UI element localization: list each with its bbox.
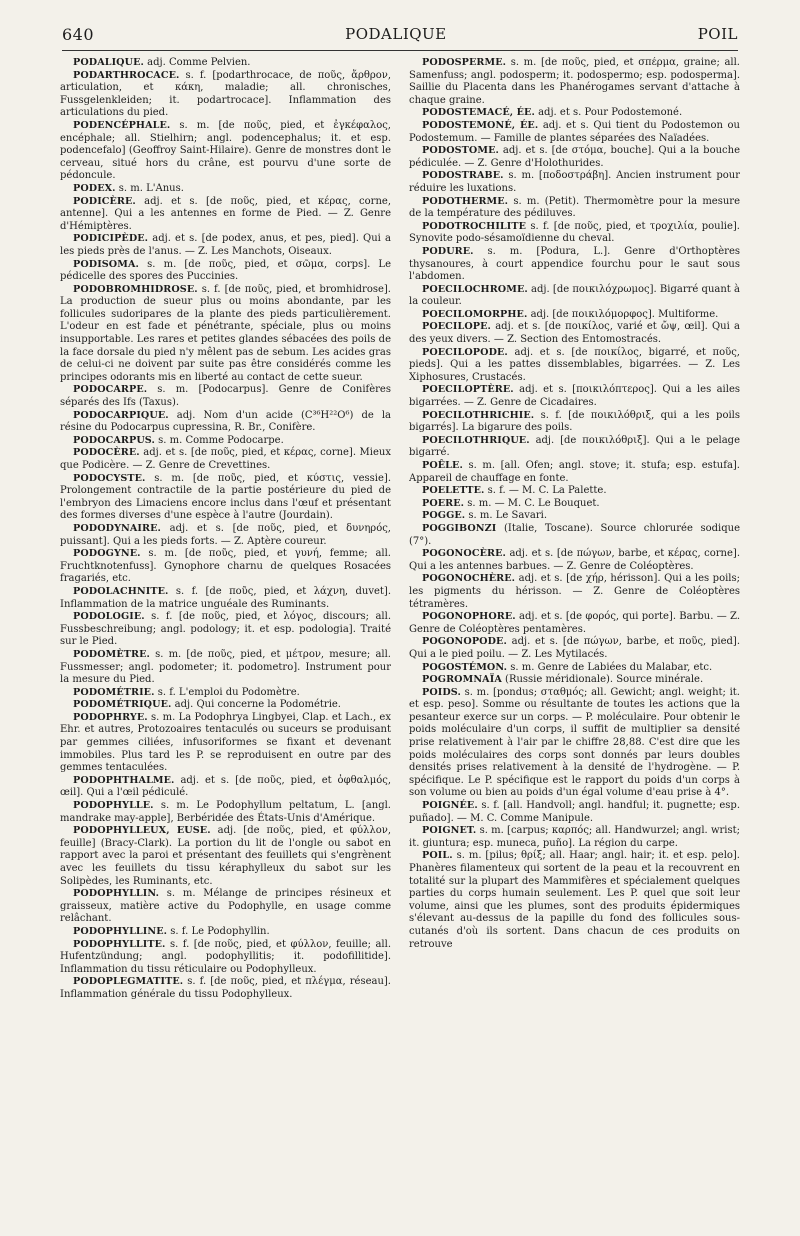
entry-headword: PODOMÉTRIE. xyxy=(73,686,155,698)
entry-definition: adj. et s. [de ποῦς, pied, et ὀφθαλμός, œil]. Qui a l'œil pédiculé. xyxy=(60,774,391,799)
entry-headword: PODOCÈRE. xyxy=(73,447,140,459)
entry-definition: s. m. [de ποῦς, pied, et γυνή, femme; all. Fruchtknotenfuss]. Gynophore charnu de quelques Rosacées fragariés, etc. xyxy=(60,548,391,585)
entry-headword: POGONOPODE. xyxy=(422,636,507,648)
dictionary-entry xyxy=(409,120,740,145)
entry-headword: POECILOPE. xyxy=(422,321,491,333)
dictionary-entry xyxy=(60,611,391,649)
entry-definition: s. m. (Petit). Thermomètre pour la mesure de la température des pédiluves. xyxy=(409,195,740,220)
dictionary-entry xyxy=(60,523,391,548)
entry-definition: s. f. Le Podophyllin. xyxy=(170,925,270,937)
entry-definition: s. f. [podarthrocace, de ποῦς, ἄρθρον, articulation, et κάκη, maladie; all. chronisches, Fussgelenkleiden; it. podartrocace]. Inflammation des articulations du pied. xyxy=(60,69,391,119)
dictionary-entry xyxy=(60,284,391,385)
dictionary-entry xyxy=(60,926,391,939)
entry-headword: PODOTHERME. xyxy=(422,195,509,207)
entry-definition: s. m. L'Anus. xyxy=(118,182,184,194)
dictionary-entry xyxy=(60,384,391,409)
entry-definition: s. f. — M. C. La Palette. xyxy=(487,485,607,497)
dictionary-entry xyxy=(60,800,391,825)
dictionary-entry xyxy=(409,170,740,195)
dictionary-entry xyxy=(60,888,391,926)
entry-definition: adj. et s. [de πώγων, barbe, et κέρας, corne]. Qui a les antennes barbues. — Z. Genre de Coléoptères. xyxy=(409,548,740,572)
entry-definition: s. m. [de ποῦς, pied, et σπέρμα, graine; all. Samenfuss; angl. podosperm; it. podospermo; esp. podosperma]. Saillie du Placenta dans les Phanérogames servant d'attache à chaque graine. xyxy=(409,57,740,106)
dictionary-entry xyxy=(409,107,740,120)
right-column xyxy=(409,57,740,1224)
dictionary-entry xyxy=(409,284,740,309)
entry-headword: POERE. xyxy=(422,497,465,509)
dictionary-entry xyxy=(409,850,740,951)
dictionary-entry xyxy=(409,485,740,498)
dictionary-entry xyxy=(409,57,740,107)
entry-definition: s. f. [de ποικιλόθριξ, qui a les poils bigarrés]. La bigarure des poils. xyxy=(409,409,740,434)
entry-definition: adj. et s. [de ποῦς, pied, et κέρας, corne]. Mieux que Podicère. — Z. Genre de Crevettines. xyxy=(60,447,391,471)
entry-headword: PODOBROMHIDROSE. xyxy=(73,283,198,295)
dictionary-entry xyxy=(409,573,740,611)
entry-headword: POGONOCHÈRE. xyxy=(422,573,516,585)
entry-headword: PODOTROCHILITE xyxy=(422,220,526,232)
entry-headword: POGGIBONZI xyxy=(422,522,497,534)
entry-definition: adj. et s. [de ποῦς, pied, et κέρας, corne, antenne]. Qui a les antennes en forme de Pied. — Z. Genre d'Hémiptères. xyxy=(60,195,391,232)
entry-definition: s. m. [Podocarpus]. Genre de Conifères séparés des Ifs (Taxus). xyxy=(60,384,391,409)
entry-headword: POGONOCÈRE. xyxy=(422,548,506,560)
entry-headword: POGOSTÉMON. xyxy=(422,661,508,673)
entry-headword: PODODYNAIRE. xyxy=(73,522,161,534)
dictionary-entry xyxy=(60,649,391,687)
entry-definition: s. m. — M. C. Le Bouquet. xyxy=(467,497,600,509)
entry-headword: POGGE. xyxy=(422,510,466,522)
header-rule xyxy=(62,50,738,51)
entry-headword: PODEX. xyxy=(73,182,116,194)
entry-definition: s. f. L'emploi du Podomètre. xyxy=(157,686,300,698)
entry-headword: POGROMNAÏA xyxy=(422,674,502,686)
entry-headword: POECILOCHROME. xyxy=(422,283,528,295)
dictionary-entry xyxy=(409,498,740,511)
entry-headword: POÊLE. xyxy=(422,460,463,471)
entry-definition: adj. Comme Pelvien. xyxy=(147,57,251,68)
entry-definition: s. m. [pilus; θρίξ; all. Haar; angl. hair; it. et esp. pelo]. Phanères filamenteux qui sortent de la peau et la recouvrent en totalité sur la plupart des Mammifères et spécialement quelques parties du corps humain seulement. Les P. quel que soit leur volume, ainsi que les plumes, sont des produits épidermiques s'élevant au-dessus de la papille du fond des follicules sous-cutanés d'où ils sortent. Dans chacun de ces produits on retrouve xyxy=(409,850,740,950)
entry-definition: s. m. [ποδοστράβη]. Ancien instrument pour réduire les luxations. xyxy=(409,170,740,194)
entry-headword: PODOSPERME. xyxy=(422,57,507,68)
dictionary-entry xyxy=(60,548,391,586)
dictionary-entry xyxy=(60,447,391,472)
entry-headword: POIL. xyxy=(422,850,453,862)
entry-definition: adj. [de ποικιλόχρωμος]. Bigarré quant à la couleur. xyxy=(409,283,740,308)
dictionary-entry xyxy=(60,183,391,196)
dictionary-entry xyxy=(409,460,740,485)
entry-headword: PODOMÈTRE. xyxy=(73,648,150,660)
entry-headword: POECILOPTÈRE. xyxy=(422,384,514,396)
entry-headword: PODICÈRE. xyxy=(73,195,136,207)
entry-headword: PODOSTOME. xyxy=(422,145,499,157)
page-header xyxy=(62,20,738,48)
entry-definition: s. f. [de ποῦς, pied, et bromhidrose]. La production de sueur plus ou moins abondante, par les follicules sudoripares de la plante des pieds particulièrement. L'odeur en est fade et pénétrante, spéciale, plus ou moins insupportable. Les rares et petites glandes sébacées des poils de la face dorsale du pied n'y mêlent pas de sebum. Les acides gras de celui-ci ne doivent par suite pas être considérés comme les principes odorants mis en liberté au contact de cette sueur. xyxy=(60,283,391,383)
right-running-head: POIL xyxy=(697,25,738,43)
entry-definition: s. m. Genre de Labiées du Malabar, etc. xyxy=(510,661,713,673)
entry-definition: s. m. [de ποῦς, pied, et κύστις, vessie]. Prolongement contractile de la partie postérieure du pied de l'embryon des Limaciens encore inclus dans l'œuf et présentant des formes diverses d'une espèce à l'autre (Jourdain). xyxy=(60,472,391,522)
entry-headword: PODOSTRABE. xyxy=(422,170,504,182)
left-running-head: PODALIQUE xyxy=(345,25,447,43)
entry-definition: adj. et s. [de ποικίλος, bigarré, et ποῦς, pieds]. Qui a les pattes dissemblables, bigarrées. — Z. Les Xiphosures, Crustacés. xyxy=(409,346,740,383)
dictionary-entry xyxy=(409,548,740,573)
dictionary-entry xyxy=(60,699,391,712)
entry-headword: POECILOMORPHE. xyxy=(422,308,528,320)
entry-headword: PODOPHTHALME. xyxy=(73,774,175,786)
entry-definition: adj. et s. [de ποῦς, pied, et δυνηρός, puissant]. Qui a les pieds forts. — Z. Aptère coureur. xyxy=(60,522,391,547)
entry-definition: adj. [de ποικιλόθριξ]. Qui a le pelage bigarré. xyxy=(409,434,740,459)
entry-headword: PODOPHYLLINE. xyxy=(73,925,168,937)
entry-headword: PODOLACHNITE. xyxy=(73,585,169,597)
entry-headword: POELETTE. xyxy=(422,485,485,497)
entry-definition: s. f. [de ποῦς, pied, et φύλλον, feuille; all. Hufentzündung; angl. podophyllitis; it. podofillitide]. Inflammation du tissu réticulaire ou Podophylleux. xyxy=(60,938,391,975)
entry-definition: s. m. Comme Podocarpe. xyxy=(158,434,284,446)
dictionary-entry xyxy=(409,523,740,548)
dictionary-entry xyxy=(409,196,740,221)
dictionary-entry xyxy=(60,57,391,70)
dictionary-entry xyxy=(409,611,740,636)
entry-definition: s. f. [de ποῦς, pied, et τροχιλία, poulie]. Synovite podo-sésamoïdienne du cheval. xyxy=(409,220,740,245)
dictionary-entry xyxy=(60,939,391,977)
entry-definition: (Italie, Toscane). Source chlorurée sodique (7°). xyxy=(409,522,740,547)
entry-headword: PODICIPÈDE. xyxy=(73,233,149,245)
dictionary-entry xyxy=(409,321,740,346)
entry-headword: PODOCYSTE. xyxy=(73,472,146,484)
entry-headword: PODOGYNE. xyxy=(73,548,141,560)
entry-definition: s. m. [Podura, L.]. Genre d'Orthoptères thysanoures, à court appendice fourchu pour le saut sous l'abdomen. xyxy=(409,245,740,283)
entry-definition: s. m. Le Savari. xyxy=(468,510,548,522)
entry-headword: POECILOPODE. xyxy=(422,346,508,358)
entry-definition: adj. et s. [de χήρ, hérisson]. Qui a les poils; les pigments du hérisson. — Z. Genre de Coléoptères tétramères. xyxy=(409,573,740,610)
entry-headword: POIDS. xyxy=(422,686,461,698)
entry-definition: (Russie méridionale). Source minérale. xyxy=(505,674,704,686)
dictionary-entry xyxy=(60,586,391,611)
dictionary-entry xyxy=(60,196,391,234)
dictionary-entry xyxy=(60,712,391,775)
entry-definition: adj. et s. Pour Podostemoné. xyxy=(538,107,683,119)
dictionary-entry xyxy=(409,687,740,800)
entry-headword: PODOSTEMACÉ, ÉE. xyxy=(422,107,535,119)
dictionary-entry xyxy=(60,120,391,183)
entry-definition: s. f. [de ποῦς, pied, et λόγος, discours; all. Fussbeschreibung; angl. podology; it. et esp. podologia]. Traité sur le Pied. xyxy=(60,611,391,648)
page-number: 640 xyxy=(62,24,95,44)
entry-headword: PODOPHYLLITE. xyxy=(73,938,166,950)
entry-headword: PODOCARPUS. xyxy=(73,434,155,446)
entry-definition: adj. Qui concerne la Podométrie. xyxy=(174,699,341,711)
entry-headword: PODOPLEGMATITE. xyxy=(73,976,184,988)
entry-headword: PODOPHRYE. xyxy=(73,711,148,723)
entry-definition: adj. [de ποῦς, pied, et φύλλον, feuille] (Bracy-Clark). La portion du lit de l'ongle ou sabot en rapport avec la paroi et présentant des feuillets qui s'engrènent avec les feuillets du tissu kéraphylleux du sabot sur les Solipèdes, les Ruminants, etc. xyxy=(60,825,391,887)
entry-definition: adj. et s. [de podex, anus, et pes, pied]. Qui a les pieds près de l'anus. — Z. Les Manchots, Oiseaux. xyxy=(60,233,391,257)
entry-headword: POECILOTHRIQUE. xyxy=(422,434,530,446)
dictionary-entry xyxy=(409,309,740,322)
entry-headword: POIGNÉE. xyxy=(422,800,478,812)
dictionary-entry xyxy=(60,435,391,448)
entry-headword: PODISOMA. xyxy=(73,258,139,270)
dictionary-entry xyxy=(409,800,740,825)
dictionary-entry xyxy=(409,636,740,661)
dictionary-entry xyxy=(60,233,391,258)
entry-headword: POECILOTHRICHIE. xyxy=(422,409,535,421)
entry-definition: s. f. [de ποῦς, pied, et λάχνη, duvet]. Inflammation de la matrice unguéale des Ruminants. xyxy=(60,585,391,610)
dictionary-entry xyxy=(60,687,391,700)
dictionary-entry xyxy=(60,259,391,284)
dictionary-entry xyxy=(60,775,391,800)
entry-definition: s. m. [de ποῦς, pied, et μέτρον, mesure; all. Fussmesser; angl. podometer; it. podometro]. Instrument pour la mesure du Pied. xyxy=(60,648,391,686)
dictionary-entry xyxy=(60,70,391,120)
entry-definition: adj. et s. [de ποικίλος, varié et ὤψ, œil]. Qui a des yeux divers. — Z. Section des Entomostracés. xyxy=(409,321,740,346)
dictionary-entry xyxy=(409,246,740,284)
entry-headword: PODURE. xyxy=(422,245,474,257)
entry-definition: s. m. Le Podophyllum peltatum, L. [angl. mandrake may-apple], Berbéridée des États-Unis d'Amérique. xyxy=(60,800,391,824)
entry-headword: PODOPHYLLEUX, EUSE. xyxy=(73,825,211,837)
entry-headword: PODOMÉTRIQUE. xyxy=(73,699,172,711)
entry-definition: s. f. [de ποῦς, pied, et πλέγμα, réseau]. Inflammation générale du tissu Podophylleux. xyxy=(60,976,391,1000)
dictionary-entry xyxy=(60,410,391,435)
entry-headword: PODOCARPIQUE. xyxy=(73,409,169,421)
entry-headword: PODALIQUE. xyxy=(73,57,144,68)
entry-headword: PODOSTEMONÉ, ÉE. xyxy=(422,119,539,131)
entry-definition: s. m. [de ποῦς, pied, et σῶμα, corps]. Le pédicelle des spores des Puccinies. xyxy=(60,258,391,283)
entry-headword: PODOPHYLLE. xyxy=(73,800,154,812)
text-columns xyxy=(60,57,740,1224)
dictionary-entry xyxy=(409,435,740,460)
entry-headword: POGONOPHORE. xyxy=(422,611,516,623)
entry-definition: adj. et s. [ποικιλόπτερος]. Qui a les ailes bigarrées. — Z. Genre de Cicadaires. xyxy=(409,384,740,409)
dictionary-entry xyxy=(60,473,391,523)
dictionary-entry xyxy=(409,662,740,675)
entry-headword: POIGNET. xyxy=(422,825,477,837)
entry-definition: adj. [de ποικιλόμορφος]. Multiforme. xyxy=(530,308,719,320)
entry-headword: PODARTHROCACE. xyxy=(73,69,180,81)
dictionary-entry xyxy=(409,221,740,246)
dictionary-entry xyxy=(409,384,740,409)
dictionary-entry xyxy=(409,674,740,687)
entry-definition: s. m. Mélange de principes résineux et graisseux, matière active du Podophylle, en usage comme relâchant. xyxy=(60,888,391,925)
entry-definition: adj. et s. [de φορός, qui porte]. Barbu. — Z. Genre de Coléoptères pentamères. xyxy=(409,611,740,635)
entry-definition: s. f. [all. Handvoll; angl. handful; it. pugnette; esp. puñado]. — M. C. Comme Manipule. xyxy=(409,800,740,824)
dictionary-entry xyxy=(60,976,391,1001)
entry-definition: adj. et s. Qui tient du Podostemon ou Podostemum. — Famille de plantes séparées des Naïadées. xyxy=(409,119,740,144)
dictionary-entry xyxy=(409,410,740,435)
entry-definition: adj. et s. [de πώγων, barbe, et ποῦς, pied]. Qui a le pied poilu. — Z. Les Mytilacés. xyxy=(409,636,740,660)
entry-definition: s. m. [carpus; καρπός; all. Handwurzel; angl. wrist; it. giuntura; esp. muneca, puño]. La région du carpe. xyxy=(409,825,740,849)
dictionary-entry xyxy=(409,347,740,385)
left-column xyxy=(60,57,391,1224)
entry-headword: PODOPHYLLIN. xyxy=(73,888,160,900)
entry-definition: s. m. [pondus; σταθμός; all. Gewicht; angl. weight; it. et esp. peso]. Somme ou résultante de toutes les actions que la pesanteur exerce sur un corps. — P. moléculaire. Pour obtenir le poids moléculaire d'un corps, il suffit de multiplier sa densité prise relativement à l'air par le chiffre 28,88. C'est dire que les poids moléculaires des corps sont donnés par leurs doubles densités prises relativement à la densité de l'hydrogène. — P. spécifique. Le P. spécifique est le rapport du poids d'un corps à son volume ou bien au poids d'un égal volume d'eau prise à 4°. xyxy=(409,686,740,799)
dictionary-entry xyxy=(409,145,740,170)
entry-headword: PODOLOGIE. xyxy=(73,611,145,623)
entry-definition: adj. Nom d'un acide (C³⁶H²²O⁶) de la résine du Podocarpus cupressina, R. Br., Conifère. xyxy=(60,409,391,434)
entry-definition: s. m. La Podophrya Lingbyei, Clap. et Lach., ex Ehr. et autres, Protozoaires tentaculés ou suceurs se produisant par gemmes ciliées, infusoriformes se fixant et devenant immobiles. Plus tard les P. se reproduisent en outre par des gemmes tentaculées. xyxy=(60,711,391,774)
dictionary-entry xyxy=(409,510,740,523)
entry-headword: PODOCARPE. xyxy=(73,384,148,396)
entry-headword: PODENCÉPHALE. xyxy=(73,119,171,131)
dictionary-entry xyxy=(60,825,391,888)
entry-definition: s. m. [de ποῦς, pied, et ἐγκέφαλος, encéphale; all. Stielhirn; angl. podencephalus; it. et esp. podencefalo] (Geoffroy Saint-Hilaire). Genre de monstres dont le cerveau, situé hors du crâne, est pourvu d'une sorte de pédoncule. xyxy=(60,119,391,182)
entry-definition: s. m. [all. Ofen; angl. stove; it. stufa; esp. estufa]. Appareil de chauffage en fonte. xyxy=(409,460,740,484)
dictionary-entry xyxy=(409,825,740,850)
entry-definition: adj. et s. [de στόμα, bouche]. Qui a la bouche pédiculée. — Z. Genre d'Holothurides. xyxy=(409,145,740,169)
